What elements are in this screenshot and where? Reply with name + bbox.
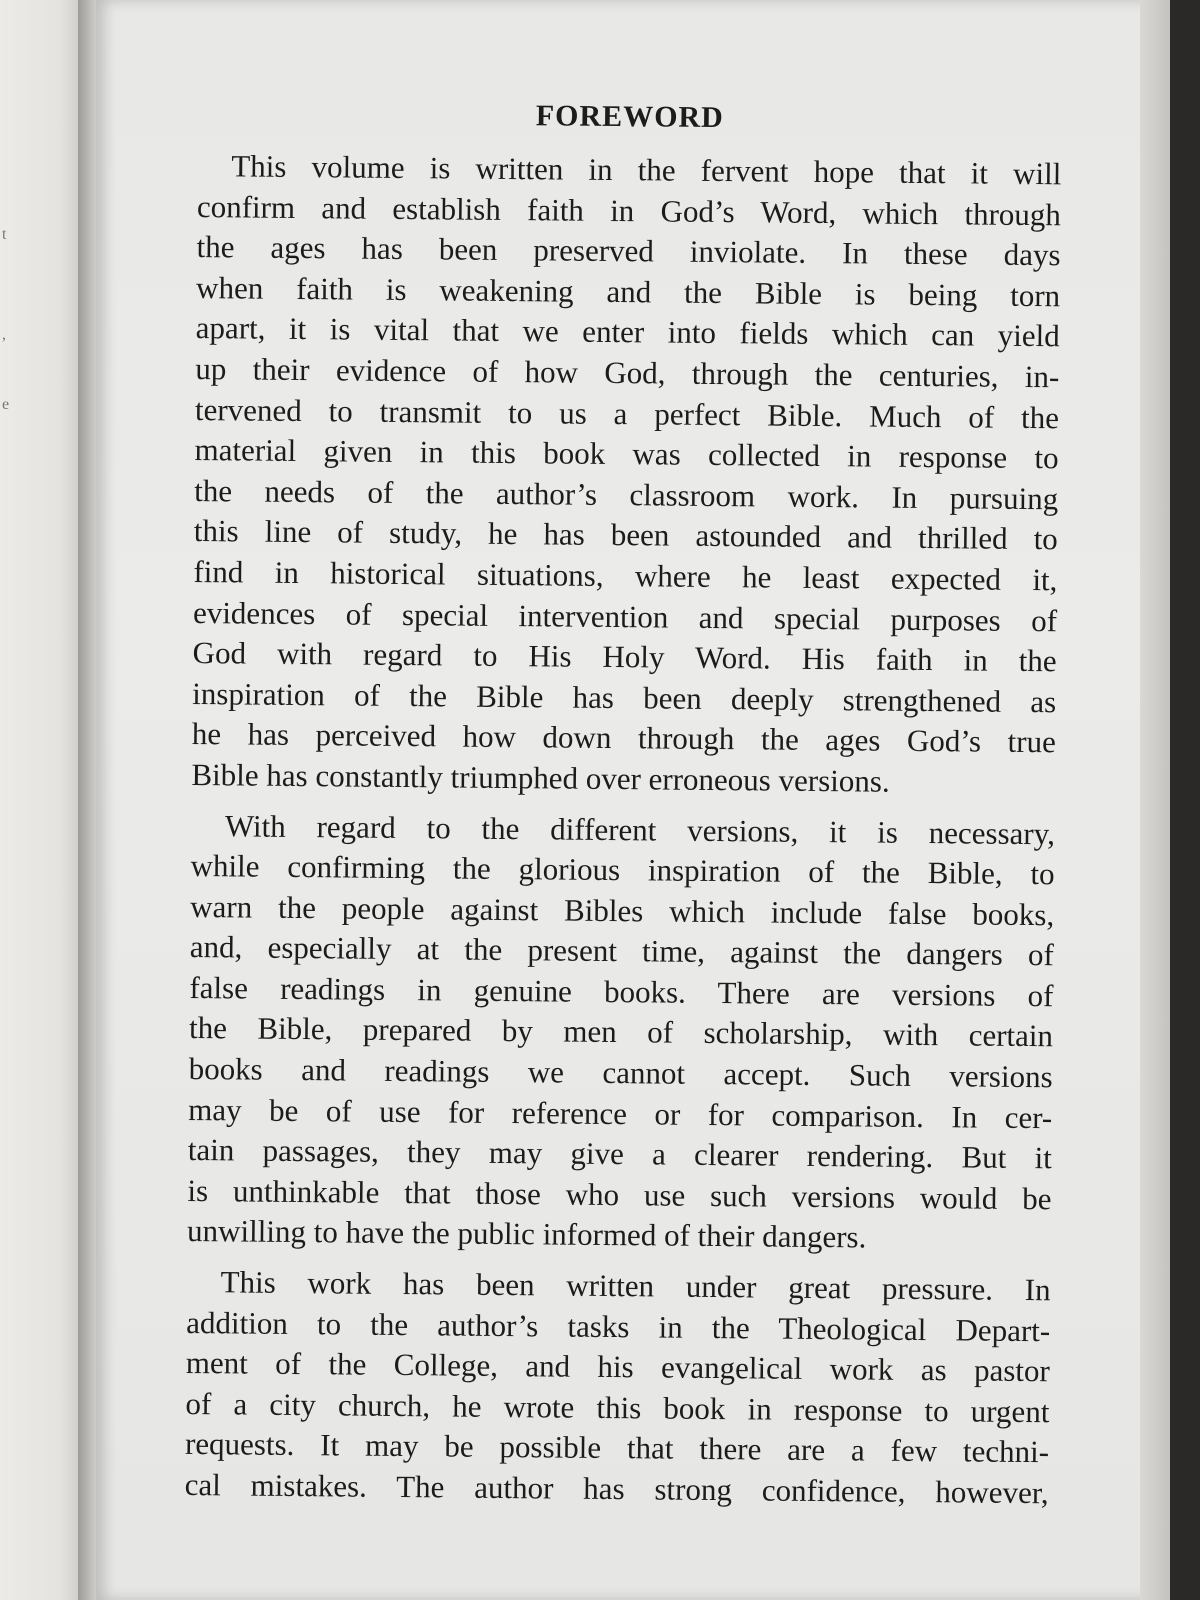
text-line: he has perceived how down through the ages God’s true bbox=[191, 716, 1057, 760]
text-line: requests. It may be possible that there are a few techni- bbox=[184, 1426, 1050, 1470]
text-line: With regard to the different versions, it is necessary, bbox=[224, 807, 1056, 851]
text-line: the needs of the author’s classroom work. In pursuing bbox=[194, 472, 1059, 517]
text-line: apart, it is vital that we enter into fields which can yield bbox=[195, 310, 1060, 354]
text-line: the Bible, prepared by men of scholarship, with certain bbox=[188, 1010, 1054, 1054]
text-line: Bible has constantly triumphed over erroneous versions. bbox=[191, 756, 890, 799]
page-edge-shadow bbox=[1140, 0, 1170, 1600]
text-line: This work has been written under great pressure. In bbox=[220, 1264, 1051, 1308]
text-line: while confirming the glorious inspiration of the Bible, to bbox=[190, 848, 1055, 892]
text-line: confirm and establish faith in God’s Word, which through bbox=[196, 188, 1062, 232]
paragraph-3 bbox=[184, 1262, 1050, 1514]
text-line: inspiration of the Bible has been deeply strengthened as bbox=[192, 675, 1057, 719]
paragraph-1 bbox=[191, 146, 1061, 804]
foreword-text bbox=[184, 96, 1062, 1524]
text-line: may be of use for reference or for comparison. In cer- bbox=[188, 1091, 1053, 1135]
text-line: unwilling to have the public informed of their dangers. bbox=[186, 1213, 867, 1255]
text-line: addition to the author’s tasks in the Theological Depart- bbox=[186, 1304, 1051, 1348]
text-line: of a city church, he wrote this book in response to urgent bbox=[185, 1385, 1050, 1430]
facing-page-mark: , bbox=[2, 326, 6, 343]
text-line: this line of study, he has been astounded and thrilled to bbox=[193, 513, 1058, 557]
facing-page-mark: e bbox=[2, 396, 10, 413]
text-line: material given in this book was collected in response to bbox=[194, 432, 1059, 476]
text-line: tain passages, they may give a clearer rendering. But it bbox=[187, 1132, 1053, 1176]
text-line: find in historical situations, where he least expected it, bbox=[193, 553, 1058, 598]
text-line: when faith is weakening and the Bible is being torn bbox=[195, 269, 1061, 314]
text-line: is unthinkable that those who use such versions would be bbox=[187, 1172, 1052, 1217]
text-line: up their evidence of how God, through the centuries, in- bbox=[195, 350, 1060, 395]
text-line: God with regard to His Holy Word. His faith in the bbox=[192, 635, 1057, 679]
text-line: false readings in genuine books. There are versions of bbox=[189, 969, 1054, 1014]
text-line: the ages has been preserved inviolate. In these days bbox=[196, 229, 1061, 273]
text-line: ment of the College, and his evangelical work as pastor bbox=[185, 1345, 1050, 1389]
text-line: tervened to transmit to us a perfect Bible. Much of the bbox=[194, 391, 1060, 435]
paragraph-2 bbox=[187, 805, 1055, 1260]
text-line: evidences of special intervention and special purposes of bbox=[192, 594, 1058, 638]
facing-page-mark: t bbox=[2, 226, 7, 243]
text-line: books and readings we cannot accept. Such versions bbox=[188, 1051, 1053, 1095]
text-line: and, especially at the present time, against the dangers of bbox=[189, 929, 1054, 973]
text-line: warn the people against Bibles which include false books, bbox=[190, 888, 1055, 932]
text-line: This volume is written in the fervent hope that it will bbox=[231, 148, 1062, 192]
page-title: FOREWORD bbox=[535, 99, 724, 135]
facing-page-edge bbox=[0, 0, 86, 1600]
text-line: cal mistakes. The author has strong confidence, however, bbox=[184, 1466, 1049, 1511]
